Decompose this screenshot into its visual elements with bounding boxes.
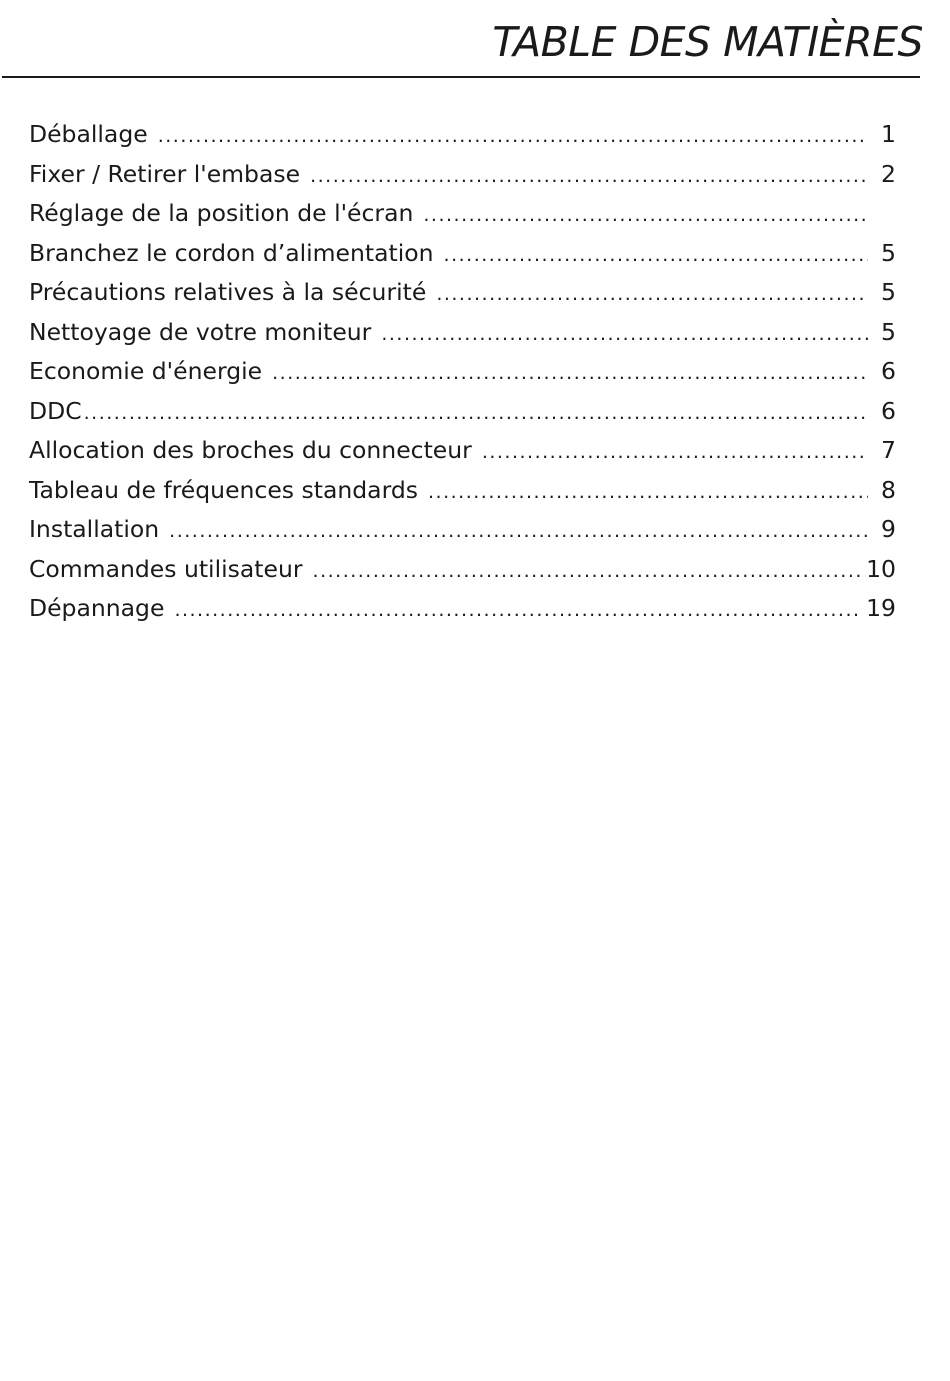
toc-entry-label: Commandes utilisateur <box>29 554 303 583</box>
title-divider <box>2 76 920 78</box>
toc-dot-leader <box>428 473 868 513</box>
toc-entry-label: Réglage de la position de l'écran <box>29 199 414 227</box>
toc-entry-nettoyage-moniteur[interactable] <box>29 313 896 353</box>
toc-dot-leader <box>381 315 868 355</box>
toc-entry-frequences-standards[interactable] <box>29 471 896 511</box>
toc-entry-fixer-retirer-embase[interactable] <box>29 155 896 195</box>
toc-entry-label: Déballage <box>29 120 148 148</box>
toc-dot-leader <box>482 433 868 473</box>
toc-dot-leader <box>436 275 868 315</box>
page-title: TABLE DES MATIÈRES <box>492 18 923 66</box>
toc-dot-leader <box>174 591 860 631</box>
toc-dot-leader <box>158 117 868 157</box>
toc-entry-label: Installation <box>29 515 160 543</box>
toc-page-number: 5 <box>881 278 896 306</box>
toc-dot-leader <box>313 552 861 592</box>
toc-dot-leader <box>423 196 868 236</box>
toc-page-number: 5 <box>881 317 896 346</box>
toc-page-number: 6 <box>881 396 896 425</box>
toc-entry-depannage[interactable] <box>29 589 896 629</box>
toc-entry-reglage-position-ecran[interactable] <box>29 194 896 234</box>
toc-entry-cordon-alimentation[interactable] <box>29 234 896 274</box>
toc-entry-deballage[interactable] <box>29 115 896 155</box>
toc-entry-label: Dépannage <box>29 594 165 622</box>
toc-entry-label: Précautions relatives à la sécurité <box>29 278 427 306</box>
toc-entry-label: Branchez le cordon d’alimentation <box>29 238 434 267</box>
toc-entry-ddc[interactable] <box>29 392 896 432</box>
table-of-contents <box>29 115 896 629</box>
toc-dot-leader <box>169 512 868 552</box>
toc-page-number: 6 <box>881 357 896 385</box>
toc-page-number: 5 <box>881 238 896 267</box>
toc-entry-precautions-securite[interactable] <box>29 273 896 313</box>
toc-entry-commandes-utilisateur[interactable] <box>29 550 896 590</box>
toc-entry-label: Tableau de fréquences standards <box>29 475 418 504</box>
toc-page-number: 10 <box>866 554 896 583</box>
toc-dot-leader <box>272 354 868 394</box>
toc-dot-leader <box>310 157 868 197</box>
toc-entry-label: DDC <box>29 396 82 425</box>
toc-entry-allocation-broches[interactable] <box>29 431 896 471</box>
toc-dot-leader <box>444 236 868 276</box>
toc-page-number: 8 <box>881 475 896 504</box>
toc-page-number: 1 <box>881 120 896 148</box>
toc-entry-label: Nettoyage de votre moniteur <box>29 317 372 346</box>
toc-dot-leader <box>84 394 868 434</box>
toc-page-number: 19 <box>866 594 896 622</box>
toc-entry-label: Economie d'énergie <box>29 357 263 385</box>
toc-page-number: 9 <box>881 515 896 543</box>
toc-page-number: 2 <box>881 159 896 188</box>
toc-entry-installation[interactable] <box>29 510 896 550</box>
toc-page-number: 7 <box>881 436 896 464</box>
toc-entry-label: Allocation des broches du connecteur <box>29 436 472 464</box>
toc-entry-label: Fixer / Retirer l'embase <box>29 159 301 188</box>
toc-entry-economie-energie[interactable] <box>29 352 896 392</box>
